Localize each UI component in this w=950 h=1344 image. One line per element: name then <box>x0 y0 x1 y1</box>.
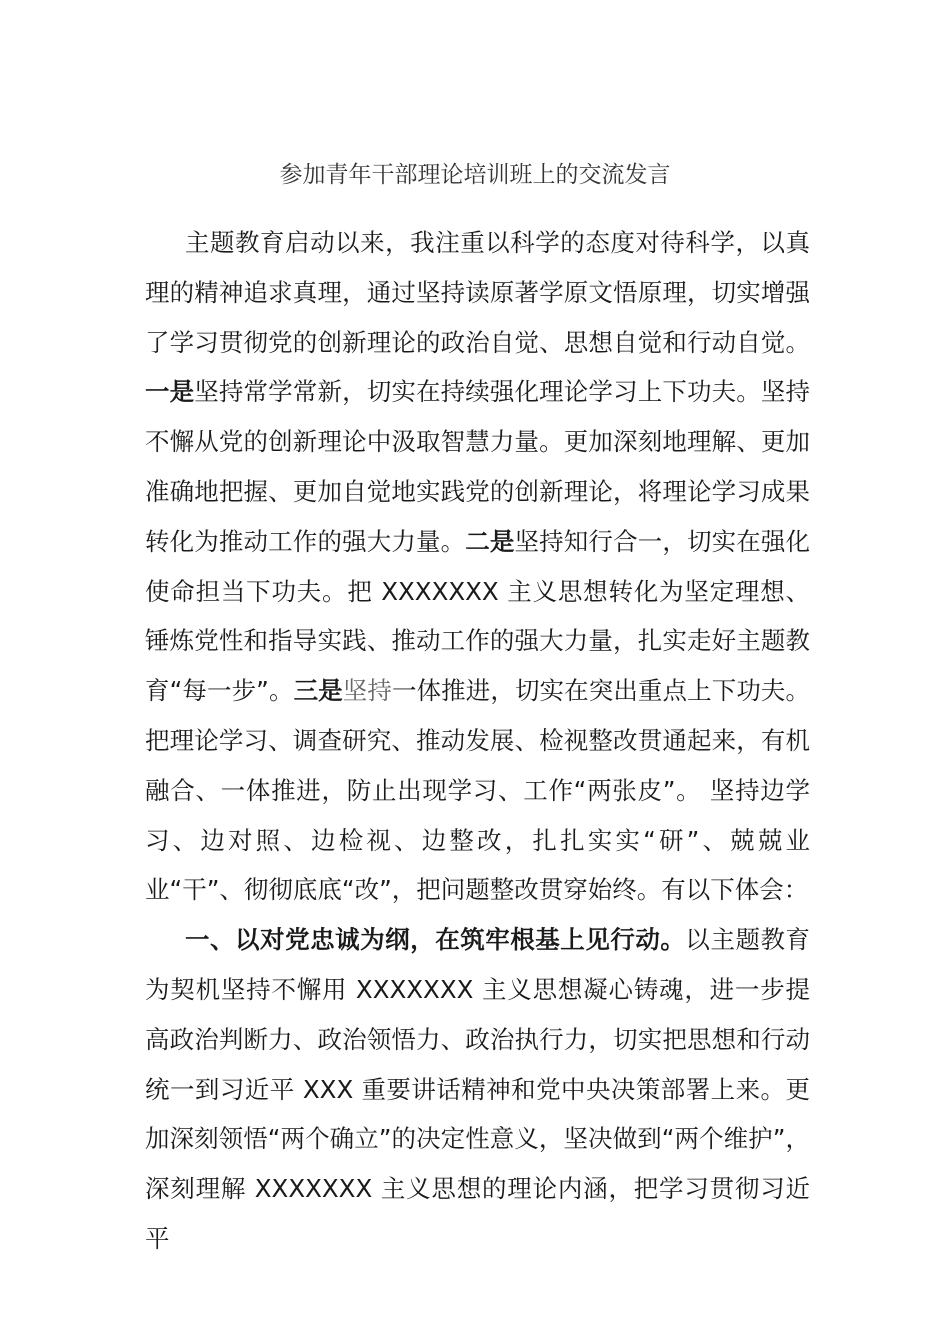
intro-text: 主题教育启动以来，我注重以科学的态度对待科学，以真理的精神追求真理，通过坚持读原著学原文悟原理，切实增强了学习贯彻党的创新理论的政治自觉、思想自觉和行动自觉。 <box>145 228 810 357</box>
section-one-text: 以主题教育为契机坚持不懈用 XXXXXXX 主义思想凝心铸魂，进一步提高政治判断力、政治领悟力、政治执行力，切实把思想和行动统一到习近平 XXX 重要讲话精神和党中央决策部署上来。更加深刻领悟“两个确立”的决定性意义，坚决做到“两个维护”，深刻理解 XXXXXXX 主义思想的理论内涵，把学习贯彻习近平 <box>145 925 811 1253</box>
point3-gray-text: 坚持 <box>342 676 392 706</box>
document-body <box>145 218 810 1264</box>
point1-text: 坚持常学常新，切实在持续强化理论学习上下功夫。坚持不懈从党的创新理论中汲取智慧力量。更加深刻地理解、更加准确地把握、更加自觉地实践党的创新理论，将理论学习成果转化为推动工作的强大力量。 <box>145 377 811 556</box>
point2-label: 二是 <box>465 526 515 556</box>
point1-label: 一是 <box>145 377 195 407</box>
point2-text: 坚持知行合一，切实在强化使命担当下功夫。把 XXXXXXX 主义思想转化为坚定理想、锤炼党性和指导实践、推动工作的强大力量，扎实走好主题教育“每一步”。 <box>145 526 811 706</box>
document-title: 参加青年干部理论培训班上的交流发言 <box>279 162 671 188</box>
paragraph-intro <box>145 218 810 915</box>
point3-label: 三是 <box>293 676 343 706</box>
paragraph-section-one <box>145 915 810 1264</box>
section-one-heading: 一、以对党忠诚为纲，在筑牢根基上见行动。 <box>185 925 686 955</box>
point3-text: 一体推进，切实在突出重点上下功夫。把理论学习、调查研究、推动发展、检视整改贯通起来，有机融合、一体推进，防止出现学习、工作“两张皮”。 坚持边学习、边对照、边检视、边整改，扎扎实实“研”、兢兢业业“干”、彻彻底底“改”，把问题整改贯穿始终。有以下体会： <box>145 676 811 905</box>
